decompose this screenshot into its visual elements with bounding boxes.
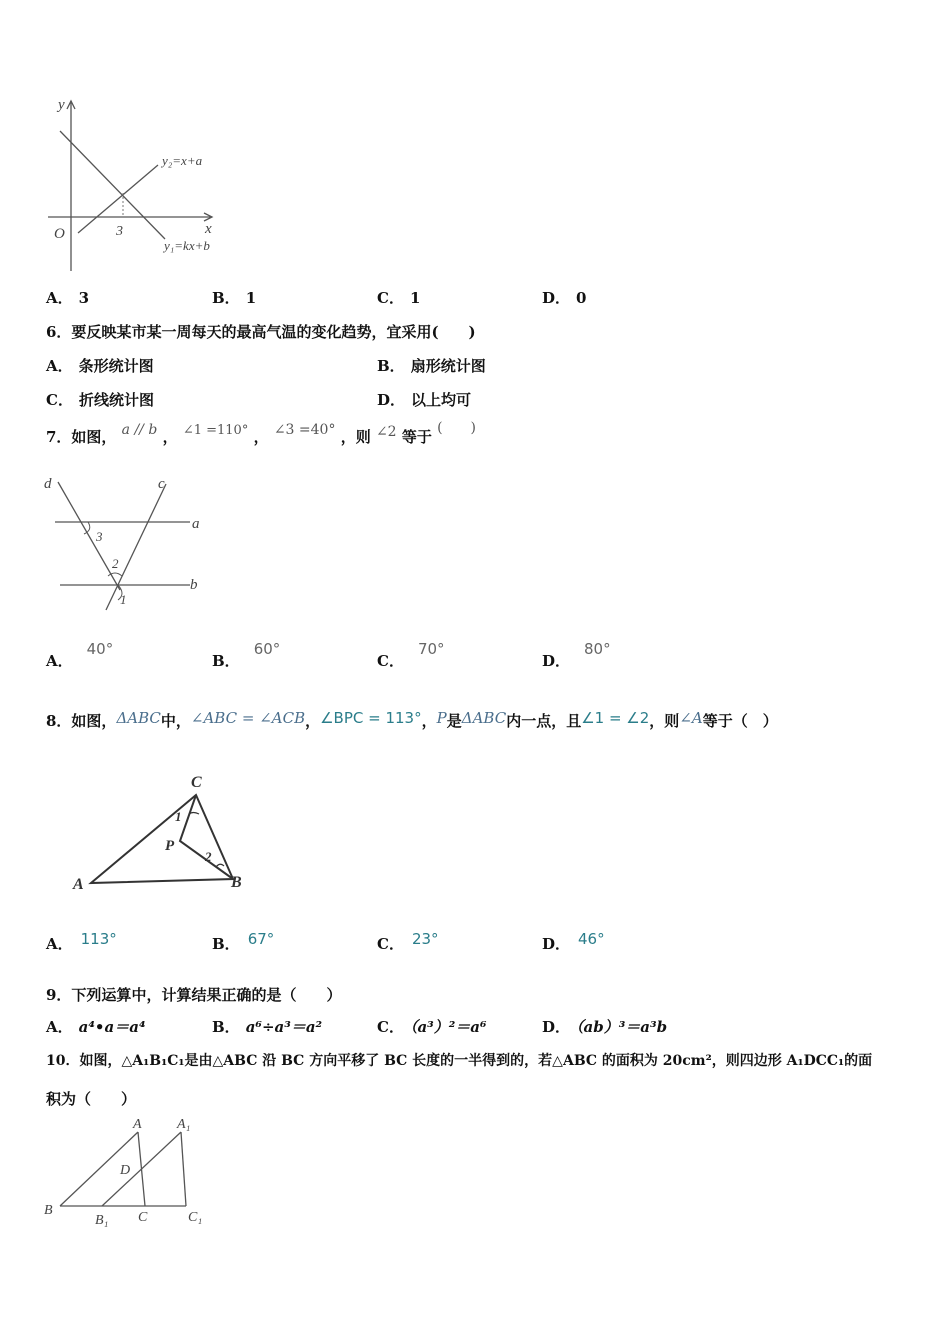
q9-question: 9．下列运算中，计算结果正确的是（ ） bbox=[46, 986, 342, 1004]
label-c: c bbox=[158, 476, 165, 492]
option-letter: A． bbox=[46, 652, 73, 670]
option-value: a⁶÷a³＝a² bbox=[245, 1018, 323, 1036]
q6-option-a[interactable] bbox=[46, 355, 154, 376]
option-letter: A． bbox=[46, 1018, 73, 1036]
option-value: 折线统计图 bbox=[78, 391, 154, 409]
q7-sep2: ， bbox=[253, 428, 269, 446]
q8-math-5: ΔABC bbox=[461, 709, 507, 727]
option-letter: C． bbox=[377, 289, 404, 307]
q8-math-6: ∠1 = ∠2 bbox=[581, 709, 650, 727]
option-letter: B． bbox=[212, 935, 240, 953]
option-value: 80° bbox=[584, 640, 611, 658]
line-y2-label: y₂=x+a bbox=[162, 153, 203, 168]
q8-t1: 中， bbox=[160, 712, 191, 730]
label-3: 3 bbox=[96, 529, 103, 544]
q8-option-d[interactable] bbox=[542, 930, 605, 954]
label-C1: C₁ bbox=[188, 1210, 203, 1225]
q8-prefix: 8．如图， bbox=[46, 712, 117, 730]
q6-option-d[interactable] bbox=[377, 389, 471, 410]
option-value: 67° bbox=[247, 930, 275, 948]
q9-option-d[interactable] bbox=[542, 1016, 667, 1037]
q8-option-a[interactable] bbox=[46, 930, 117, 954]
label-B: B bbox=[44, 1203, 53, 1218]
option-value: 以上均可 bbox=[411, 391, 472, 409]
option-letter: A． bbox=[46, 289, 73, 307]
option-letter: D． bbox=[542, 1018, 571, 1036]
label-1: 1 bbox=[120, 592, 127, 607]
angle-1-arc bbox=[189, 813, 199, 815]
label-C: C bbox=[138, 1210, 148, 1225]
q9-option-c[interactable] bbox=[377, 1016, 487, 1037]
line-y1 bbox=[60, 131, 165, 239]
label-A1: A₁ bbox=[177, 1117, 191, 1132]
q10-question-line2: 积为（ ） bbox=[46, 1090, 137, 1108]
q6-question: 6．要反映某市某一周每天的最高气温的变化趋势，宜采用( ) bbox=[46, 323, 476, 341]
option-value: （ab）³＝a³b bbox=[576, 1018, 668, 1036]
option-value: 扇形统计图 bbox=[410, 357, 486, 375]
q8-option-b[interactable] bbox=[212, 930, 275, 954]
q10-figure bbox=[40, 1112, 215, 1232]
line-y1-label: y₁=kx+b bbox=[164, 238, 210, 253]
q8-math-1: ΔABC bbox=[116, 709, 161, 727]
y-axis-label: y bbox=[58, 97, 65, 113]
q7-option-c[interactable] bbox=[377, 640, 445, 671]
option-value: 1 bbox=[409, 289, 421, 307]
label-C: C bbox=[191, 774, 202, 791]
label-A: A bbox=[73, 876, 84, 893]
option-value: 条形统计图 bbox=[78, 357, 154, 375]
q10-question-line1: 10．如图，△A₁B₁C₁是由△ABC 沿 BC 方向平移了 BC 长度的一半得到的，若△ABC 的面积为 20cm²，则四边形 A₁DCC₁的面 bbox=[46, 1053, 873, 1069]
label-D: D bbox=[120, 1163, 131, 1178]
q7-mid: ，则 bbox=[340, 428, 371, 446]
q7-figure bbox=[40, 470, 210, 620]
q7-option-b[interactable] bbox=[212, 640, 281, 671]
q7-suffix: 等于 bbox=[401, 428, 432, 446]
q8-math-3: ∠BPC = 113° bbox=[320, 709, 422, 727]
q7-prefix: 7．如图， bbox=[46, 428, 117, 446]
q8-math-2: ∠ABC = ∠ACB bbox=[190, 709, 306, 727]
option-letter: D． bbox=[377, 391, 406, 409]
label-B: B bbox=[231, 874, 242, 891]
q8-option-c[interactable] bbox=[377, 930, 439, 954]
option-value: 46° bbox=[578, 930, 605, 948]
option-value: （a³）²＝a⁶ bbox=[409, 1018, 487, 1036]
option-letter: D． bbox=[542, 935, 571, 953]
q8-t2: ， bbox=[305, 712, 321, 730]
option-value: 3 bbox=[78, 289, 90, 307]
side-b1a1 bbox=[102, 1132, 181, 1206]
option-letter: B． bbox=[212, 1018, 240, 1036]
option-letter: B． bbox=[377, 357, 405, 375]
label-a: a bbox=[192, 516, 200, 532]
q7-question bbox=[46, 420, 476, 447]
q8-question bbox=[46, 710, 778, 731]
line-y2 bbox=[78, 165, 158, 233]
tick-3-label: 3 bbox=[116, 224, 123, 239]
option-letter: C． bbox=[46, 391, 73, 409]
q6-option-c[interactable] bbox=[46, 389, 154, 410]
q8-figure bbox=[65, 765, 255, 895]
q6-option-b[interactable] bbox=[377, 355, 486, 376]
line-c bbox=[106, 484, 166, 610]
label-P: P bbox=[165, 838, 175, 854]
option-value: 23° bbox=[411, 930, 439, 948]
triangle-abc bbox=[91, 795, 233, 883]
option-letter: D． bbox=[542, 289, 571, 307]
option-value: 0 bbox=[576, 289, 587, 307]
option-letter: C． bbox=[377, 935, 404, 953]
option-letter: D． bbox=[542, 652, 571, 670]
q7-option-d[interactable] bbox=[542, 640, 611, 671]
q5-graph bbox=[40, 95, 240, 275]
q5-option-d[interactable] bbox=[542, 287, 586, 308]
option-letter: C． bbox=[377, 1018, 404, 1036]
origin-label: O bbox=[54, 226, 65, 242]
q5-option-b[interactable] bbox=[212, 287, 256, 308]
q7-math-parallel: a // b bbox=[121, 422, 158, 438]
q5-option-c[interactable] bbox=[377, 287, 420, 308]
q7-paren: ( ) bbox=[437, 420, 476, 436]
option-letter: A． bbox=[46, 357, 73, 375]
q7-math-angle3: ∠3 =40° bbox=[273, 422, 336, 438]
q9-option-a[interactable] bbox=[46, 1016, 146, 1037]
q8-t3: ， bbox=[421, 712, 437, 730]
label-B1: B₁ bbox=[95, 1213, 109, 1228]
q8-math-4: P bbox=[436, 709, 447, 727]
option-letter: B． bbox=[212, 652, 240, 670]
q7-option-a[interactable] bbox=[46, 640, 114, 671]
option-value: 70° bbox=[417, 640, 445, 658]
label-1: 1 bbox=[175, 809, 182, 824]
q8-suffix: 等于（ ） bbox=[702, 712, 778, 730]
q5-option-a[interactable] bbox=[46, 287, 89, 308]
label-d: d bbox=[44, 476, 52, 492]
option-letter: C． bbox=[377, 652, 404, 670]
option-letter: A． bbox=[46, 935, 73, 953]
option-value: 60° bbox=[253, 640, 281, 658]
option-value: a⁴•a＝a⁴ bbox=[78, 1018, 146, 1036]
option-value: 1 bbox=[245, 289, 257, 307]
q8-math-7: ∠A bbox=[679, 709, 703, 727]
label-A: A bbox=[133, 1117, 142, 1132]
option-value: 113° bbox=[80, 930, 117, 948]
q7-math-angle2: ∠2 bbox=[375, 424, 397, 440]
x-axis-label: x bbox=[205, 221, 212, 237]
label-2: 2 bbox=[112, 556, 119, 571]
q7-math-angle1: ∠1 =110° bbox=[182, 423, 249, 438]
option-letter: B． bbox=[212, 289, 240, 307]
side-a1c1 bbox=[181, 1132, 186, 1206]
segments-pc-pb bbox=[180, 795, 233, 879]
q8-t4: 是 bbox=[446, 712, 462, 730]
q9-option-b[interactable] bbox=[212, 1016, 322, 1037]
q8-t5: 内一点，且 bbox=[506, 712, 582, 730]
option-value: 40° bbox=[86, 640, 114, 658]
q8-t6: ，则 bbox=[649, 712, 680, 730]
label-2: 2 bbox=[205, 849, 212, 864]
label-b: b bbox=[190, 577, 198, 593]
q7-sep1: ， bbox=[162, 428, 178, 446]
